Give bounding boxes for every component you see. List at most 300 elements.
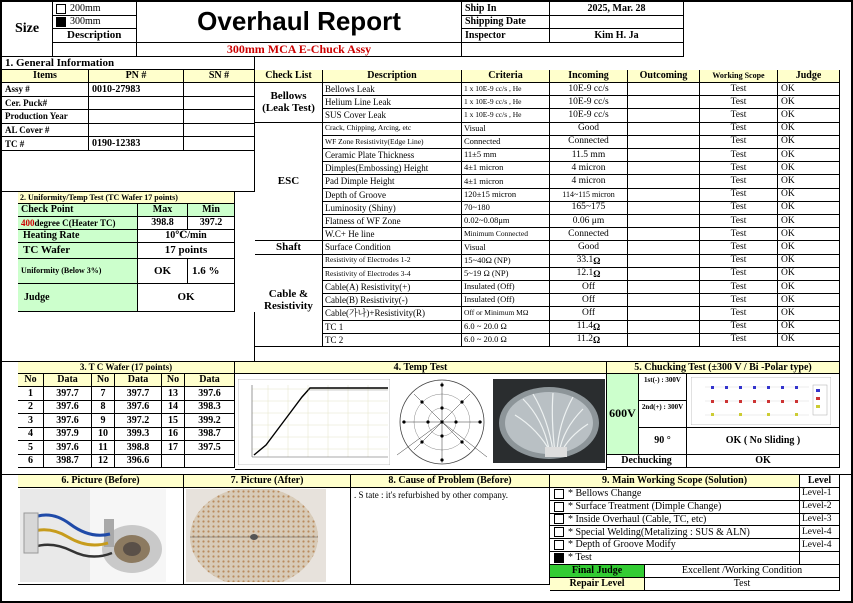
- tc-point-data: 399.3: [115, 428, 162, 442]
- general-sn-value[interactable]: [184, 83, 255, 97]
- tc-point-no: 6: [18, 455, 44, 469]
- chucking-first: 1st(-) : 300V: [639, 374, 687, 401]
- degree-label: degree C(Heater TC): [34, 217, 116, 228]
- incoming-value: 11.4: [576, 321, 594, 332]
- cause-text: . S tate : it's refurbished by other company.: [351, 488, 550, 585]
- size-300-row: [53, 16, 137, 29]
- picture-after-title: 7. Picture (After): [184, 475, 351, 488]
- report-title: Overhaul Report: [137, 2, 462, 43]
- before-photo: [20, 489, 166, 582]
- checklist-outcoming[interactable]: [628, 189, 700, 202]
- tc-point-data: 397.7: [115, 387, 162, 401]
- tc-point-data: 397.6: [115, 401, 162, 415]
- checklist-incoming[interactable]: [550, 202, 628, 215]
- picture-before-title: 6. Picture (Before): [18, 475, 184, 488]
- general-sn-value[interactable]: [184, 97, 255, 111]
- checklist-scope: Test: [700, 268, 778, 281]
- checklist-desc: Surface Condition: [323, 241, 462, 254]
- checklist-desc: W.C+ He line: [323, 228, 462, 241]
- general-col-header: PN #: [89, 70, 184, 83]
- checklist-judge: OK: [778, 136, 840, 149]
- checklist-scope: Test: [700, 83, 778, 96]
- checklist-scope: Test: [700, 321, 778, 334]
- ship-in-value: 2025, Mar. 28: [550, 2, 684, 16]
- tc-point-data: 396.6: [115, 455, 162, 469]
- scope-item-label: * Test: [568, 552, 592, 564]
- checklist-col-header: Criteria: [462, 70, 550, 83]
- checklist-desc: Cable(A) Resistivity(+): [323, 281, 462, 294]
- size-200-row: [53, 2, 137, 16]
- checklist-outcoming[interactable]: [628, 255, 700, 268]
- incoming-value: 4 micron: [571, 162, 606, 173]
- checklist-incoming[interactable]: [550, 175, 628, 188]
- scope-level: Level-1: [800, 488, 840, 501]
- checklist-criteria: Visual: [462, 241, 550, 254]
- scope-item: [550, 539, 800, 552]
- incoming-value: 12.1: [576, 268, 594, 279]
- checklist-judge: OK: [778, 281, 840, 294]
- checklist-incoming[interactable]: [550, 109, 628, 122]
- checklist-criteria: 120±15 micron: [462, 189, 550, 202]
- size-300-label: 300mm: [70, 16, 101, 28]
- temp-test-panel: [235, 374, 607, 470]
- incoming-value: 4 micron: [571, 176, 606, 187]
- tc-point-data: 397.6: [185, 387, 235, 401]
- checklist-desc: Crack, Chipping, Arcing, etc: [323, 123, 462, 136]
- checklist-criteria: 15~40Ω (NP): [462, 255, 550, 268]
- general-pn-value[interactable]: 0010-27983: [89, 83, 184, 97]
- incoming-value: Off: [581, 294, 596, 305]
- checklist-judge: OK: [778, 189, 840, 202]
- picture-after-cell: [184, 488, 351, 585]
- checklist-incoming[interactable]: [550, 281, 628, 294]
- description-label: Description: [53, 29, 137, 43]
- checklist-incoming[interactable]: [550, 241, 628, 254]
- tc-col-header: Data: [44, 374, 92, 387]
- tc-point-data: 398.7: [44, 455, 92, 469]
- scope-checkbox[interactable]: [554, 502, 564, 512]
- checklist-outcoming[interactable]: [628, 215, 700, 228]
- checklist-incoming[interactable]: [550, 228, 628, 241]
- tc-col-header: No: [18, 374, 44, 387]
- tc-point-no: 9: [92, 414, 115, 428]
- heating-label: Heating Rate: [18, 230, 138, 243]
- checklist-scope: Test: [700, 334, 778, 347]
- judge-label: Judge: [18, 284, 138, 312]
- checklist-criteria: Insulated (Off): [462, 294, 550, 307]
- incoming-value: 10E-9 cc/s: [568, 110, 609, 121]
- tc-col-header: Data: [185, 374, 235, 387]
- incoming-value: Off: [581, 308, 596, 319]
- heating-value: 10℃/min: [138, 230, 235, 243]
- incoming-value: Connected: [568, 136, 609, 147]
- checklist-incoming[interactable]: [550, 268, 628, 281]
- checklist-outcoming[interactable]: [628, 96, 700, 109]
- ship-in-label: Ship In: [462, 2, 550, 16]
- checklist-outcoming[interactable]: [628, 175, 700, 188]
- tc-point-no: 8: [92, 401, 115, 415]
- tc-col-header: No: [92, 374, 115, 387]
- degree-cell: [18, 217, 138, 230]
- temp-graph: [238, 379, 390, 465]
- scope-level-header: Level: [800, 475, 840, 488]
- scope-level: Level-4: [800, 539, 840, 552]
- tc-point-data: 397.6: [44, 401, 92, 415]
- incoming-value: 10E-9 cc/s: [568, 96, 609, 107]
- checklist-criteria: Insulated (Off): [462, 281, 550, 294]
- checklist-criteria: 1 x 10E-9 cc/s , He: [462, 96, 550, 109]
- checklist-scope: Test: [700, 109, 778, 122]
- checklist-desc: TC 2: [323, 334, 462, 347]
- uniformity-label: Uniformity (Below 3%): [18, 259, 138, 284]
- chucking-graph-cell: [687, 374, 840, 428]
- tc-point-no: 3: [18, 414, 44, 428]
- checklist-judge: OK: [778, 241, 840, 254]
- checklist-desc: Luminosity (Shiny): [323, 202, 462, 215]
- checklist-judge: OK: [778, 202, 840, 215]
- tc-point-data: 397.6: [44, 414, 92, 428]
- checklist-scope: Test: [700, 255, 778, 268]
- tc-point-no: 7: [92, 387, 115, 401]
- repair-level-value: Test: [645, 578, 840, 591]
- checklist-incoming[interactable]: [550, 123, 628, 136]
- uniformity-blank: [2, 312, 255, 362]
- checklist-judge: OK: [778, 294, 840, 307]
- size-label: Size: [2, 2, 53, 57]
- checklist-desc: Resistivity of Electrodes 1-2: [323, 255, 462, 268]
- checklist-judge: OK: [778, 268, 840, 281]
- shipping-date-value: [550, 16, 684, 29]
- checklist-group-0: Bellows (Leak Test): [255, 83, 323, 123]
- tc-point-no: 17: [162, 441, 185, 455]
- incoming-value: 11.2: [576, 334, 594, 345]
- incoming-value: 0.06 μm: [572, 215, 605, 226]
- checklist-desc: Helium Line Leak: [323, 96, 462, 109]
- tc-wafer-title: 3. T C Wafer (17 points): [18, 362, 235, 374]
- checklist-col-header: Description: [323, 70, 462, 83]
- scope-item-label: * Special Welding(Metalizing : SUS & ALN): [568, 526, 750, 538]
- checklist-criteria: 1 x 10E-9 cc/s , He: [462, 109, 550, 122]
- checklist-outcoming[interactable]: [628, 202, 700, 215]
- checklist-incoming[interactable]: [550, 149, 628, 162]
- scope-level: Level-3: [800, 514, 840, 527]
- scope-checkbox[interactable]: [554, 514, 564, 524]
- scope-checkbox[interactable]: [554, 540, 564, 550]
- checklist-criteria: 70~180: [462, 202, 550, 215]
- scope-checkbox[interactable]: [554, 489, 564, 499]
- checklist-outcoming[interactable]: [628, 307, 700, 320]
- general-item-label: Production Year: [2, 110, 89, 124]
- incoming-value: 165~175: [571, 202, 606, 213]
- tc-point-data: 398.3: [185, 401, 235, 415]
- checklist-desc: Flatness of WF Zone: [323, 215, 462, 228]
- checklist-scope: Test: [700, 294, 778, 307]
- checklist-incoming[interactable]: [550, 136, 628, 149]
- checklist-criteria: 0.02~0.08μm: [462, 215, 550, 228]
- checklist-scope: Test: [700, 215, 778, 228]
- checklist-incoming[interactable]: [550, 255, 628, 268]
- cause-title: 8. Cause of Problem (Before): [351, 475, 550, 488]
- inspector-label: Inspector: [462, 29, 550, 43]
- final-judge-value: Excellent /Working Condition: [645, 565, 840, 578]
- checklist-criteria: 6.0 ~ 20.0 Ω: [462, 321, 550, 334]
- tc-point-data: 397.7: [44, 387, 92, 401]
- checklist-col-header: Judge: [778, 70, 840, 83]
- checklist-incoming[interactable]: [550, 162, 628, 175]
- checklist-desc: Cable(B) Resistivity(-): [323, 294, 462, 307]
- checklist-criteria: Connected: [462, 136, 550, 149]
- check-point-label: Check Point: [18, 204, 138, 217]
- tc-point-data: 397.6: [44, 441, 92, 455]
- checklist-criteria: 6.0 ~ 20.0 Ω: [462, 334, 550, 347]
- checklist-scope: Test: [700, 123, 778, 136]
- general-sn-value[interactable]: [184, 110, 255, 124]
- tc-point-no: 14: [162, 401, 185, 415]
- checklist-group-1: ESC: [255, 123, 323, 242]
- checklist-outcoming[interactable]: [628, 294, 700, 307]
- general-item-label: AL Cover #: [2, 124, 89, 138]
- checklist-criteria: Off or Minimum MΩ: [462, 307, 550, 320]
- general-blank: [2, 151, 255, 192]
- checklist-desc: Dimples(Embossing) Height: [323, 162, 462, 175]
- wafer-photo: [493, 379, 605, 463]
- checklist-judge: OK: [778, 334, 840, 347]
- tc-point-no: 2: [18, 401, 44, 415]
- scope-checkbox[interactable]: [554, 553, 564, 563]
- max-label: Max: [138, 204, 188, 217]
- scope-item-label: * Inside Overhaul (Cable, TC, etc): [568, 513, 707, 525]
- checklist-col-header: Outcoming: [628, 70, 700, 83]
- uniformity-title: 2. Uniformity/Temp Test (TC Wafer 17 points): [18, 192, 235, 204]
- checklist-incoming[interactable]: [550, 83, 628, 96]
- wafer-tc-map: [392, 377, 492, 467]
- uniformity-ok: OK: [138, 259, 188, 284]
- ohm-icon: Ω: [593, 255, 601, 266]
- min-label: Min: [188, 204, 235, 217]
- checklist-incoming[interactable]: [550, 307, 628, 320]
- scope-item: [550, 488, 800, 501]
- checklist-outcoming[interactable]: [628, 268, 700, 281]
- general-pn-value[interactable]: 0190-12383: [89, 137, 184, 151]
- tc-point-data: 397.2: [115, 414, 162, 428]
- temp-test-title: 4. Temp Test: [235, 362, 607, 374]
- tc-point-no: 15: [162, 414, 185, 428]
- general-item-label: TC #: [2, 137, 89, 151]
- general-section-title: 1. General Information: [2, 57, 255, 70]
- chucking-second: 2nd(+) : 300V: [639, 401, 687, 428]
- checklist-desc: Cable(가나)+Resistivity(R): [323, 307, 462, 320]
- tc-point-no: [162, 455, 185, 469]
- checklist-incoming[interactable]: [550, 321, 628, 334]
- checklist-outcoming[interactable]: [628, 136, 700, 149]
- incoming-value: 11.5 mm: [571, 149, 606, 160]
- tc-point-no: 4: [18, 428, 44, 442]
- checklist-incoming[interactable]: [550, 189, 628, 202]
- checklist-scope: Test: [700, 136, 778, 149]
- checklist-criteria: Visual: [462, 123, 550, 136]
- checklist-criteria: 4±1 micron: [462, 175, 550, 188]
- checklist-desc: WF Zone Resistivity(Edge Line): [323, 136, 462, 149]
- checklist-outcoming[interactable]: [628, 83, 700, 96]
- tc-point-data: 398.7: [185, 428, 235, 442]
- scope-level: Level-4: [800, 526, 840, 539]
- tc-point-data: [185, 455, 235, 469]
- scope-checkbox[interactable]: [554, 527, 564, 537]
- general-sn-value[interactable]: [184, 137, 255, 151]
- checklist-incoming[interactable]: [550, 334, 628, 347]
- scope-item: [550, 552, 800, 565]
- tc-point-no: 10: [92, 428, 115, 442]
- tc-point-data: 397.5: [185, 441, 235, 455]
- checklist-outcoming[interactable]: [628, 334, 700, 347]
- checklist-judge: OK: [778, 123, 840, 136]
- checklist-scope: Test: [700, 189, 778, 202]
- checklist-outcoming[interactable]: [628, 162, 700, 175]
- checklist-scope: Test: [700, 281, 778, 294]
- incoming-value: Good: [577, 242, 600, 253]
- tc-col-header: Data: [115, 374, 162, 387]
- checklist-judge: OK: [778, 83, 840, 96]
- checklist-col-header: Working Scope: [700, 70, 778, 83]
- checklist-criteria: 1 x 10E-9 cc/s , He: [462, 83, 550, 96]
- after-photo: [186, 489, 326, 582]
- checklist-scope: Test: [700, 96, 778, 109]
- checklist-judge: OK: [778, 228, 840, 241]
- dechucking-label: Dechucking: [607, 455, 687, 468]
- checklist-group-3: Cable & Resistivity: [255, 255, 323, 347]
- scope-level: Level-2: [800, 501, 840, 514]
- checklist-scope: Test: [700, 241, 778, 254]
- uniformity-value: 1.6 %: [188, 259, 235, 284]
- scope-item-label: * Bellows Change: [568, 488, 642, 500]
- chucking-result: OK ( No Sliding ): [687, 428, 840, 455]
- checklist-desc: Pad Dimple Height: [323, 175, 462, 188]
- scope-item: [550, 526, 800, 539]
- general-sn-value[interactable]: [184, 124, 255, 138]
- checklist-desc: Resistivity of Electrodes 3-4: [323, 268, 462, 281]
- checklist-outcoming[interactable]: [628, 321, 700, 334]
- checklist-desc: TC 1: [323, 321, 462, 334]
- checklist-outcoming[interactable]: [628, 281, 700, 294]
- tc-point-no: 5: [18, 441, 44, 455]
- chucking-voltage: 600V: [607, 374, 639, 455]
- checklist-gap: [255, 347, 840, 362]
- tc-wafer-label: TC Wafer: [18, 243, 138, 259]
- chucking-title: 5. Chucking Test (±300 V / Bi -Polar type): [607, 362, 840, 374]
- scope-item: [550, 501, 800, 514]
- repair-level-label: Repair Level: [550, 578, 645, 591]
- checklist-judge: OK: [778, 215, 840, 228]
- final-judge-label: Final Judge: [550, 565, 645, 578]
- general-item-label: Cer. Puck#: [2, 97, 89, 111]
- checklist-judge: OK: [778, 109, 840, 122]
- size-200-checkbox[interactable]: [56, 4, 66, 14]
- tc-point-no: 13: [162, 387, 185, 401]
- shipping-date-label: Shipping Date: [462, 16, 550, 29]
- general-pn-value[interactable]: [89, 97, 184, 111]
- checklist-judge: OK: [778, 162, 840, 175]
- checklist-scope: Test: [700, 175, 778, 188]
- checklist-incoming[interactable]: [550, 215, 628, 228]
- ohm-icon: Ω: [593, 268, 601, 279]
- incoming-value: Good: [577, 123, 600, 134]
- checklist-judge: OK: [778, 149, 840, 162]
- incoming-value: Connected: [568, 228, 609, 239]
- size-300-checkbox[interactable]: [56, 17, 66, 27]
- incoming-value: 114~115 micron: [562, 190, 615, 200]
- incoming-value: 33.1: [576, 255, 594, 266]
- tc-point-no: 12: [92, 455, 115, 469]
- ohm-icon: Ω: [593, 321, 601, 332]
- chucking-graph: [691, 377, 831, 425]
- checklist-judge: OK: [778, 307, 840, 320]
- tc-point-data: 397.9: [44, 428, 92, 442]
- blank-desc: [2, 43, 137, 57]
- checklist-scope: Test: [700, 307, 778, 320]
- tc-point-data: 399.2: [185, 414, 235, 428]
- checklist-incoming[interactable]: [550, 294, 628, 307]
- checklist-criteria: 4±1 micron: [462, 162, 550, 175]
- checklist-scope: Test: [700, 149, 778, 162]
- scope-item-label: * Surface Treatment (Dimple Change): [568, 500, 722, 512]
- checklist-scope: Test: [700, 202, 778, 215]
- general-item-label: Assy #: [2, 83, 89, 97]
- scope-item: [550, 514, 800, 527]
- checklist-judge: OK: [778, 321, 840, 334]
- report-subtitle: 300mm MCA E-Chuck Assy: [137, 43, 462, 57]
- checklist-desc: Depth of Groove: [323, 189, 462, 202]
- judge-value: OK: [138, 284, 235, 312]
- tc-col-header: No: [162, 374, 185, 387]
- checklist-incoming[interactable]: [550, 96, 628, 109]
- checklist-judge: OK: [778, 255, 840, 268]
- tc-point-no: 1: [18, 387, 44, 401]
- checklist-outcoming[interactable]: [628, 241, 700, 254]
- scope-level: [800, 552, 840, 565]
- picture-before-cell: [18, 488, 184, 585]
- checklist-scope: Test: [700, 162, 778, 175]
- chucking-angle: 90 °: [639, 428, 687, 455]
- general-pn-value[interactable]: [89, 124, 184, 138]
- degree-value: 400: [21, 217, 35, 228]
- size-200-label: 200mm: [70, 2, 101, 14]
- checklist-col-header: Check List: [255, 70, 323, 83]
- checklist-col-header: Incoming: [550, 70, 628, 83]
- scope-item-label: * Depth of Groove Modify: [568, 539, 676, 551]
- checklist-criteria: 5~19 Ω (NP): [462, 268, 550, 281]
- checklist-outcoming[interactable]: [628, 228, 700, 241]
- checklist-desc: Bellows Leak: [323, 83, 462, 96]
- header-blank: [462, 43, 684, 57]
- checklist-judge: OK: [778, 175, 840, 188]
- incoming-value: 10E-9 cc/s: [568, 83, 609, 94]
- general-col-header: Items: [2, 70, 89, 83]
- checklist-desc: SUS Cover Leak: [323, 109, 462, 122]
- tc-gap: [2, 468, 853, 475]
- general-col-header: SN #: [184, 70, 255, 83]
- checklist-outcoming[interactable]: [628, 149, 700, 162]
- checklist-outcoming[interactable]: [628, 123, 700, 136]
- checklist-criteria: Minimum Connected: [462, 228, 550, 241]
- general-pn-value[interactable]: [89, 110, 184, 124]
- checklist-outcoming[interactable]: [628, 109, 700, 122]
- inspector-value: Kim H. Ja: [550, 29, 684, 43]
- tc-wafer-value: 17 points: [138, 243, 235, 259]
- scope-title: 9. Main Working Scope (Solution): [550, 475, 800, 488]
- checklist-criteria: 11±5 mm: [462, 149, 550, 162]
- checklist-group-2: Shaft: [255, 241, 323, 254]
- checklist-judge: OK: [778, 96, 840, 109]
